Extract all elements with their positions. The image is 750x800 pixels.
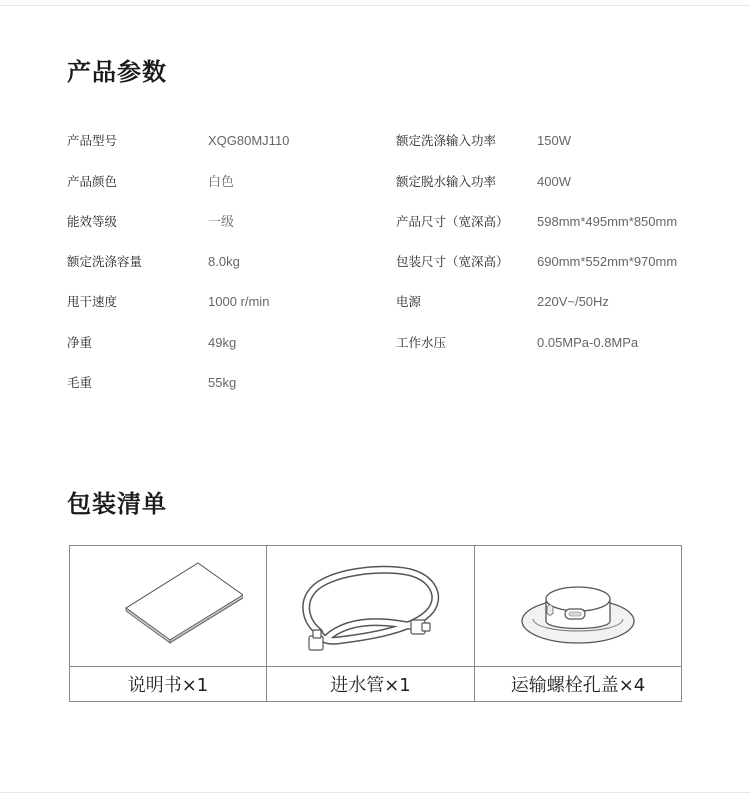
- manual-icon: [93, 556, 243, 656]
- spec-label: 包装尺寸（宽深高）: [396, 254, 509, 269]
- spec-value: 55kg: [208, 375, 237, 390]
- bolt-hole-cover-icon: [513, 561, 643, 651]
- spec-label: 能效等级: [67, 214, 118, 229]
- spec-label: 产品颜色: [67, 174, 118, 189]
- spec-label: 产品型号: [67, 133, 118, 148]
- spec-label: 电源: [396, 294, 422, 309]
- package-item-hose: [266, 546, 474, 701]
- package-item-image: [70, 546, 266, 667]
- spec-label: 工作水压: [396, 335, 447, 350]
- bottom-divider: [0, 792, 750, 793]
- package-item-bolt-cover: [474, 546, 681, 701]
- spec-label: 产品尺寸（宽深高）: [396, 214, 509, 229]
- package-item-image: [475, 546, 681, 667]
- package-list-title: 包装清单: [67, 490, 167, 518]
- product-params-title: 产品参数: [67, 58, 167, 86]
- spec-label: 毛重: [67, 375, 93, 390]
- spec-value: 400W: [537, 174, 571, 189]
- spec-label: 额定洗涤容量: [67, 254, 143, 269]
- package-item-label: 说明书×1: [127, 675, 209, 696]
- spec-value: 49kg: [208, 335, 237, 350]
- top-divider: [0, 5, 750, 6]
- spec-value: 1000 r/min: [208, 294, 270, 309]
- spec-value: 690mm*552mm*970mm: [537, 254, 678, 269]
- package-list-table: [69, 545, 682, 702]
- spec-label: 净重: [67, 335, 93, 350]
- spec-value: 0.05MPa-0.8MPa: [537, 335, 639, 350]
- spec-value: XQG80MJ110: [208, 133, 290, 148]
- spec-value: 598mm*495mm*850mm: [537, 214, 678, 229]
- spec-value: 白色: [208, 174, 235, 189]
- spec-value: 8.0kg: [208, 254, 240, 269]
- water-hose-icon: [291, 556, 451, 656]
- package-item-image: [267, 546, 474, 667]
- spec-value: 220V~/50Hz: [537, 294, 609, 309]
- spec-label: 额定洗涤输入功率: [396, 133, 497, 148]
- spec-label: 额定脱水输入功率: [396, 174, 497, 189]
- spec-value: 150W: [537, 133, 571, 148]
- spec-value: 一级: [208, 214, 235, 229]
- package-item-label: 运输螺栓孔盖×4: [510, 675, 646, 696]
- spec-label: 甩干速度: [67, 294, 118, 309]
- package-item-manual: [70, 546, 266, 701]
- package-item-label: 进水管×1: [330, 675, 411, 696]
